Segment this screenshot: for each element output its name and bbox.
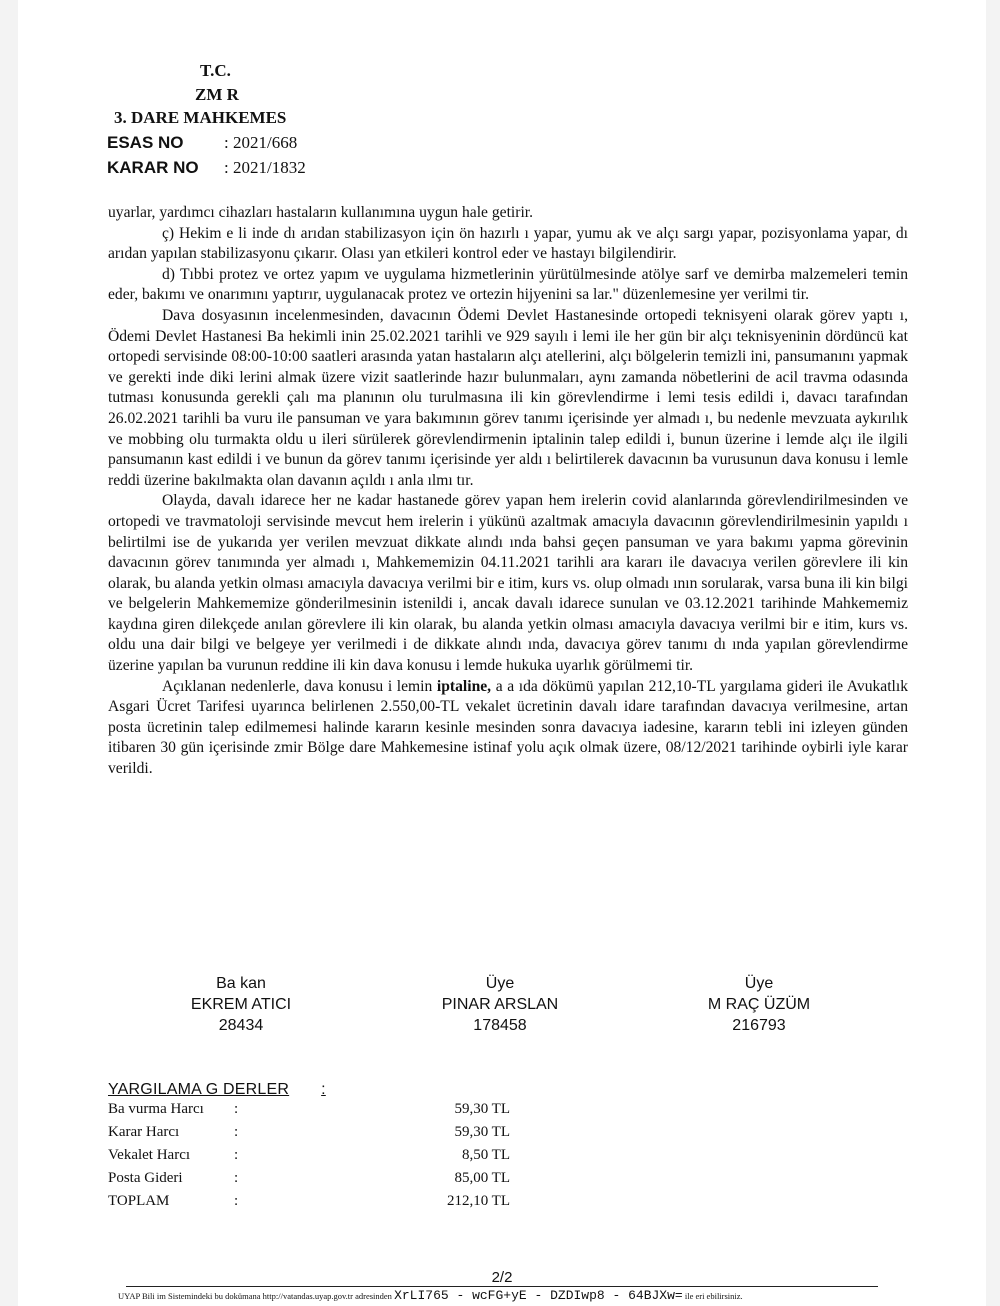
paragraph-6: [108, 677, 908, 780]
decision-body: [108, 203, 908, 780]
costs-table: [108, 1081, 510, 1216]
karar-no-value: : 2021/1832: [224, 158, 306, 177]
paragraph-4: Dava dosyasının incelenmesinden, davacının Ödemi Devlet Hastanesinde ortopedi teknisyeni olarak görev yaptı ı, Ödemi Devlet Hastanesi Ba hekimli inin 25.02.2021 tarihli ve 929 sayılı i lemi ile her gün bir alçı teknisyeninin dördüncü kat ortopedi servisinde 08:00-10:00 saatleri arasında yatan hastaların alçı atellerini, alçı bölgelerin temizli ini, pansumanını yapmak ve gerekti inde diki lerini almak üzere vizit saatlerinde hazır bulunmaları, aynı zamanda nöbetlerini de acil travma odasında tutması konusunda gerekli çalı ma planının olu turulmasına ili kin görevlendirme i lemi tesis edildi i, davacı tarafından 26.02.2021 tarihli ba vuru ile pansuman ve yara bakımının görev tanımı içerisinde yer almadı ı, bu nedenle mevzuata aykırılık ve mobbing olu turmakta oldu u ileri sürülerek görevlendirmenin iptalinin talep edildi i, bunun üzerine i lemde alçı ile ilgili pansumanın kast edildi i ve bunun da görev tanımı içerisinde yer aldı ı belirtilerek davacının ba vurusunun dava konusu i lemle reddi üzerine bakılmakta olan davanın açıldı ı anla ılmı tır.: [108, 306, 908, 489]
verdict-lead: Açıklanan nedenlerle, dava konusu i lemin: [162, 677, 437, 695]
esas-no-value: : 2021/668: [224, 133, 298, 152]
cost-amount: 85,00 TL: [454, 1170, 510, 1186]
signature-name-3: M RAÇ ÜZÜM: [707, 996, 811, 1013]
paragraph-2: ç) Hekim e li inde dı arıdan stabilizasyon için ön hazırlı ı yapar, yumu ak ve alçı sargı yapar, pozisyonlama yapar, dı arıdan yapılan stabilizasyonu çıkarır. Olası yan etkileri kontrol eder ve hastayı bilgilendirir.: [108, 224, 908, 263]
verdict-rest: a a ıda dökümü yapılan 212,10-TL yargılama gideri ile Avukatlık Asgari Ücret Tarifesi uyarınca belirlenen 2.550,00-TL vekalet ücretinin davalı idare tarafından davacıya verilmesine, artan posta ücretinin talep edilmemesi halinde kararın kesinle mesinden sonra davacıya iadesine, kararın tebli ini izleyen günden itibaren 30 gün içerisinde zmir Bölge dare Mahkemesine istinaf yolu açık olmak üzere, 08/12/2021 tarihinde oybirli iyle karar verildi.: [108, 677, 909, 778]
verification-code: XrLI765 - wcFG+yE - DZDIwp8 - 64BJXw=: [394, 1288, 683, 1303]
esas-no-row: [107, 133, 184, 153]
cost-total-amount: 212,10 TL: [446, 1193, 510, 1209]
karar-no-row: [107, 158, 199, 178]
costs-title-colon: :: [321, 1081, 326, 1098]
signature-role-1: Ba kan: [216, 975, 266, 992]
cost-row: [108, 1147, 510, 1170]
header-tc: T.C.: [200, 61, 231, 80]
karar-no-label: KARAR NO: [107, 158, 199, 177]
signature-number-2: 178458: [473, 1017, 527, 1034]
cost-label: Vekalet Harcı: [108, 1147, 191, 1163]
cost-amount: 59,30 TL: [454, 1124, 510, 1140]
signature-role-2: Üye: [485, 975, 515, 992]
signature-number-3: 216793: [732, 1017, 786, 1034]
footer-text-after: ile eri ebilirsiniz.: [682, 1291, 743, 1301]
paragraph-3: d) Tıbbi protez ve ortez yapım ve uygulama hizmetlerinin yürütülmesinde atölye sarf ve demirba malzemeleri temin eder, bakımı ve onarımını yaptırır, uygulanacak protez ve ortezin hijyenini sa lar." düzenlemesine yer verilmi tir.: [108, 265, 908, 304]
esas-no-value-wrap: [224, 133, 297, 153]
cost-total-label: TOPLAM: [108, 1193, 170, 1209]
costs-title: [108, 1081, 326, 1099]
cost-row: [108, 1101, 510, 1124]
cost-colon: :: [234, 1124, 239, 1140]
karar-no-value-wrap: [224, 158, 306, 178]
paragraph-5: Olayda, davalı idarece her ne kadar hastanede görev yapan hem irelerin covid alanlarında görevlendirilmesinden ve ortopedi ve travmatoloji servisinde mevcut hem irelerin i yükünü azaltmak amacıyla davacının görevlendirilmesinin yapıldı ı belirtilmi ise de yukarıda yer verilen mevzuat dikkate alındı ında bahsi geçen pansuman ve yara bakımı yapma görevinin davacının görev tanımında yer almadı ı, Mahkememizin 04.11.2021 tarihli ara kararı ile davacıya verilen görevlere ili kin olarak, bu alanda yetkin olması amacıyla davacıya verilmi bir e itim, kurs vs. olup olmadı ının sorularak, varsa buna ili kin bilgi ve belgelerin Mahkememize gönderilmesinin istenildi i, ancak davalı idarece sunulan ve 03.12.2021 tarihinde Mahkememiz kaydına giren dilekçede anılan görevlere ili kin olarak, bu alanda yetkin olması amacıyla davacıya verilmi bir e itim, kurs vs. oldu una dair bilgi ve belgeye yer verilmedi i de dikkate alındı ında, davacıya görev tanımı dı ında yapılan görevlendirme üzerine yapılan ba vurunun reddine ili kin dava konusu i lemde hukuka uyarlık görülmemi tir.: [108, 492, 908, 675]
signature-name-1: EKREM ATICI: [190, 996, 292, 1013]
cost-label: Posta Gideri: [108, 1170, 183, 1186]
cost-amount: 59,30 TL: [454, 1101, 510, 1117]
cost-colon: :: [234, 1170, 239, 1186]
signature-name-2: PINAR ARSLAN: [441, 996, 559, 1013]
signature-number-1: 28434: [218, 1017, 264, 1034]
cost-total-row: [108, 1193, 510, 1216]
cost-row: [108, 1124, 510, 1147]
cost-colon: :: [234, 1147, 239, 1163]
header-city: ZM R: [195, 85, 239, 104]
signature-role-3: Üye: [744, 975, 774, 992]
cost-amount: 8,50 TL: [461, 1147, 510, 1163]
header-court: 3. DARE MAHKEMES: [114, 108, 287, 127]
verdict-bold: iptaline,: [436, 677, 492, 695]
costs-title-text: YARGILAMA G DERLER: [108, 1081, 290, 1098]
paragraph-1: uyarlar, yardımcı cihazları hastaların kullanımına uygun hale getirir.: [108, 204, 534, 221]
cost-label: Karar Harcı: [108, 1124, 180, 1140]
footer-verification: [118, 1288, 908, 1303]
cost-total-colon: :: [234, 1193, 239, 1209]
footer-divider: [126, 1286, 878, 1287]
footer-text-before: UYAP Bili im Sistemindeki bu dokümana http://vatandas.uyap.gov.tr adresinden: [118, 1291, 395, 1301]
cost-row: [108, 1170, 510, 1193]
esas-no-label: ESAS NO: [107, 133, 184, 152]
document-page: [18, 0, 986, 1306]
cost-colon: :: [234, 1101, 239, 1117]
page-number: 2/2: [491, 1269, 513, 1286]
cost-label: Ba vurma Harcı: [108, 1101, 204, 1117]
